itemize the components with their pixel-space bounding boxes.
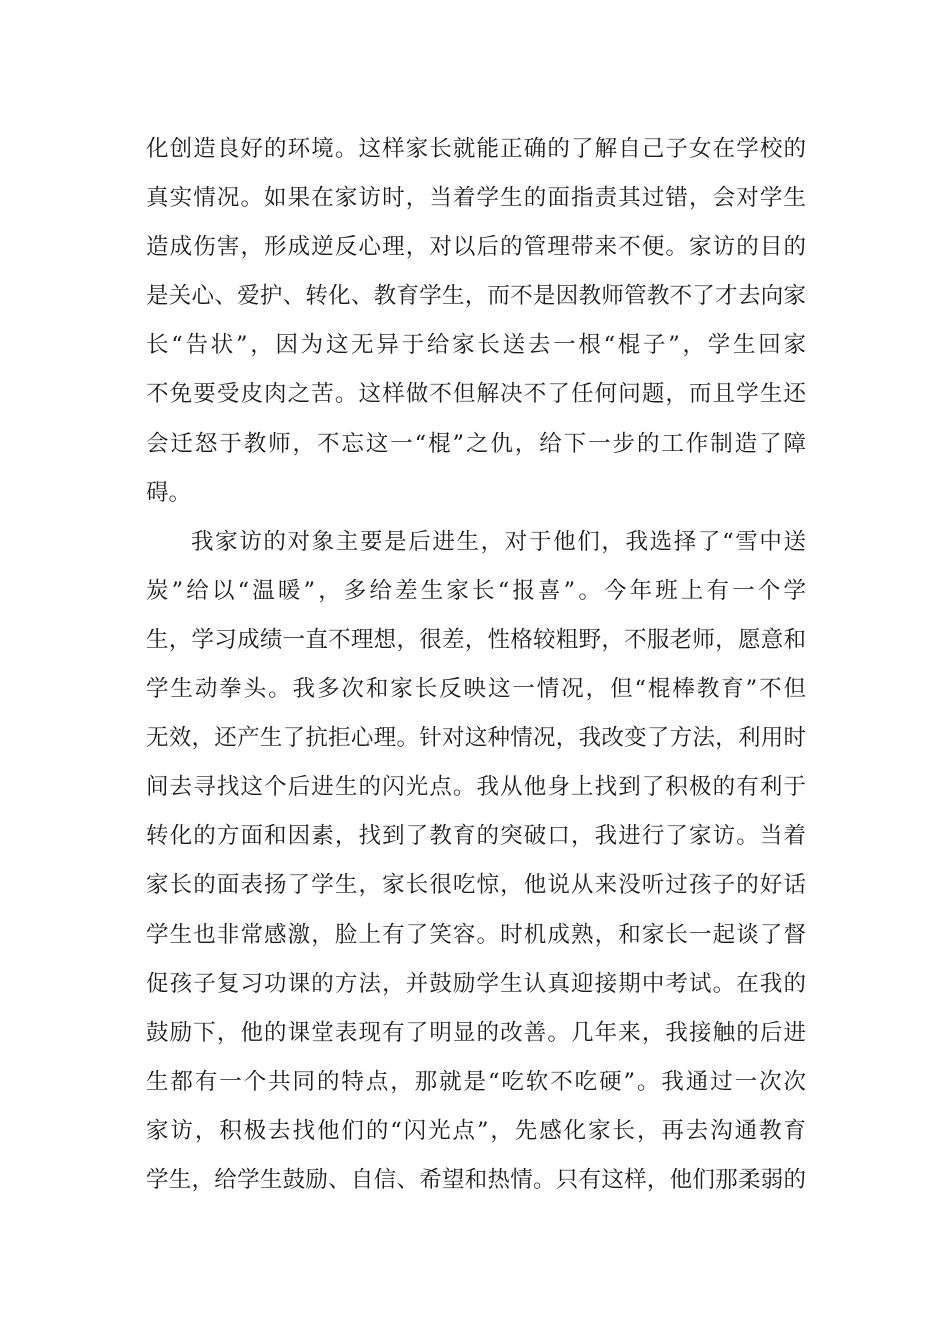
- paragraph-1: [146, 125, 806, 518]
- text-line: 学生也非常感激，脸上有了笑容。时机成熟，和家长一起谈了督: [146, 921, 806, 948]
- text-line: 造成伤害，形成逆反心理，对以后的管理带来不便。家访的目的: [146, 234, 806, 261]
- text-line: 是关心、爱护、转化、教育学生，而不是因教师管教不了才去向家: [146, 283, 806, 310]
- body-text: [146, 125, 806, 1205]
- text-line: 学生动拳头。我多次和家长反映这一情况，但“棍棒教育”不但: [146, 676, 806, 703]
- text-line: 家长的面表扬了学生，家长很吃惊，他说从来没听过孩子的好话: [146, 872, 806, 899]
- text-line: 无效，还产生了抗拒心理。针对这种情况，我改变了方法，利用时: [146, 725, 806, 752]
- paragraph-2: [146, 518, 806, 1205]
- text-line: 碍。: [146, 479, 192, 506]
- text-line: 间去寻找这个后进生的闪光点。我从他身上找到了积极的有利于: [146, 774, 806, 801]
- text-line: 促孩子复习功课的方法，并鼓励学生认真迎接期中考试。在我的: [146, 970, 806, 997]
- text-line: 转化的方面和因素，找到了教育的突破口，我进行了家访。当着: [146, 823, 806, 850]
- text-line: 我家访的对象主要是后进生，对于他们，我选择了“雪中送: [191, 528, 806, 555]
- text-line: 炭”给以“温暖”，多给差生家长“报喜”。今年班上有一个学: [146, 577, 806, 604]
- text-line: 生，学习成绩一直不理想，很差，性格较粗野，不服老师，愿意和: [146, 626, 806, 653]
- text-line: 会迁怒于教师，不忘这一“棍”之仇，给下一步的工作制造了障: [146, 430, 806, 457]
- text-line: 长“告状”，因为这无异于给家长送去一根“棍子”，学生回家: [146, 332, 806, 359]
- text-line: 不免要受皮肉之苦。这样做不但解决不了任何问题，而且学生还: [146, 381, 806, 408]
- text-line: 真实情况。如果在家访时，当着学生的面指责其过错，会对学生: [146, 185, 806, 212]
- text-line: 生都有一个共同的特点，那就是“吃软不吃硬”。我通过一次次: [146, 1068, 806, 1095]
- text-line: 家访，积极去找他们的“闪光点”，先感化家长，再去沟通教育: [146, 1117, 806, 1144]
- text-line: 鼓励下，他的课堂表现有了明显的改善。几年来，我接触的后进: [146, 1019, 806, 1046]
- text-line: 化创造良好的环境。这样家长就能正确的了解自己子女在学校的: [146, 136, 806, 162]
- text-line: 学生，给学生鼓励、自信、希望和热情。只有这样，他们那柔弱的: [146, 1166, 806, 1193]
